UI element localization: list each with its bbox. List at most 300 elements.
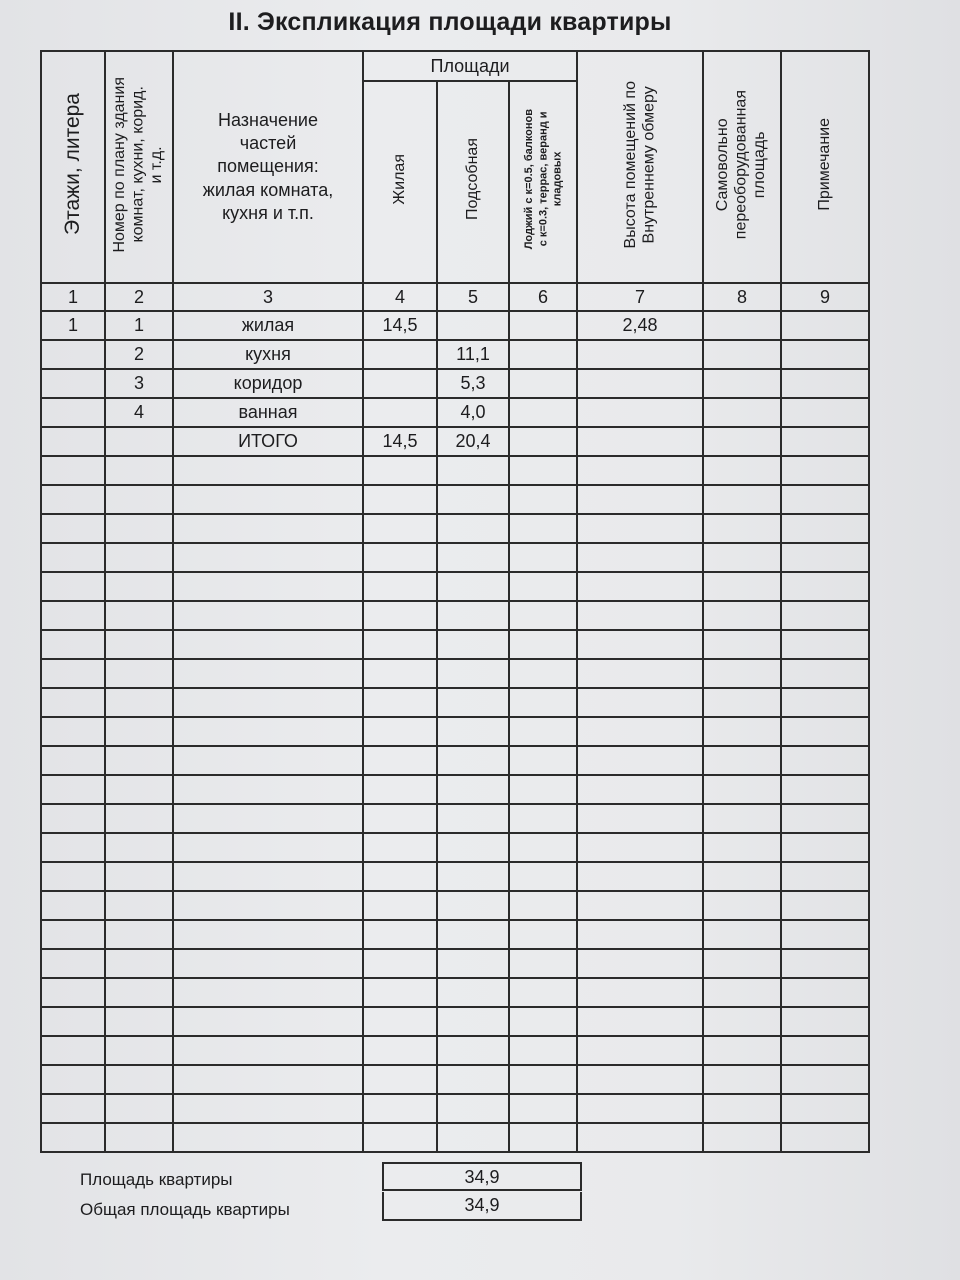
note-cell xyxy=(781,311,869,340)
empty-cell xyxy=(173,949,363,978)
empty-cell xyxy=(437,804,509,833)
empty-cell xyxy=(105,1094,173,1123)
empty-cell xyxy=(437,1007,509,1036)
empty-cell xyxy=(105,891,173,920)
height-cell: 2,48 xyxy=(577,311,703,340)
empty-cell xyxy=(509,543,577,572)
empty-cell xyxy=(41,1065,105,1094)
empty-cell xyxy=(781,862,869,891)
floor-cell xyxy=(41,398,105,427)
total-area-value: 34,9 xyxy=(382,1192,582,1221)
empty-cell xyxy=(173,775,363,804)
empty-cell xyxy=(577,630,703,659)
empty-cell xyxy=(437,775,509,804)
empty-cell xyxy=(173,1094,363,1123)
aux-area-cell xyxy=(437,311,509,340)
empty-cell xyxy=(781,1007,869,1036)
header-areas-group: Площади xyxy=(363,51,577,81)
empty-cell xyxy=(703,978,781,1007)
living-area-cell: 14,5 xyxy=(363,427,437,456)
column-number: 9 xyxy=(781,283,869,311)
empty-cell xyxy=(781,543,869,572)
empty-cell xyxy=(509,1007,577,1036)
empty-cell xyxy=(781,485,869,514)
empty-cell xyxy=(577,978,703,1007)
empty-cell xyxy=(781,833,869,862)
empty-table-row xyxy=(41,688,869,717)
empty-cell xyxy=(173,659,363,688)
header-note: Примечание xyxy=(781,51,869,283)
empty-cell xyxy=(363,804,437,833)
empty-cell xyxy=(41,456,105,485)
empty-cell xyxy=(363,1094,437,1123)
empty-cell xyxy=(577,891,703,920)
empty-cell xyxy=(509,1036,577,1065)
loggia-area-cell xyxy=(509,427,577,456)
empty-table-row xyxy=(41,514,869,543)
empty-cell xyxy=(41,1123,105,1152)
empty-cell xyxy=(577,543,703,572)
empty-cell xyxy=(437,978,509,1007)
empty-cell xyxy=(363,485,437,514)
empty-cell xyxy=(577,485,703,514)
unauthorized-cell xyxy=(703,398,781,427)
empty-cell xyxy=(173,572,363,601)
column-number: 8 xyxy=(703,283,781,311)
empty-cell xyxy=(363,630,437,659)
empty-cell xyxy=(363,456,437,485)
column-number: 3 xyxy=(173,283,363,311)
empty-cell xyxy=(41,543,105,572)
header-living: Жилая xyxy=(363,81,437,283)
header-unauthorized: Самовольно переоборудованная площадь xyxy=(703,51,781,283)
purpose-cell: кухня xyxy=(173,340,363,369)
empty-cell xyxy=(437,746,509,775)
note-cell xyxy=(781,398,869,427)
empty-cell xyxy=(509,804,577,833)
aux-area-cell: 20,4 xyxy=(437,427,509,456)
purpose-cell: ванная xyxy=(173,398,363,427)
empty-cell xyxy=(363,688,437,717)
empty-cell xyxy=(703,862,781,891)
empty-cell xyxy=(105,485,173,514)
column-number: 1 xyxy=(41,283,105,311)
empty-cell xyxy=(173,456,363,485)
document-title: II. Экспликация площади квартиры xyxy=(228,8,672,36)
empty-cell xyxy=(437,920,509,949)
empty-cell xyxy=(105,1065,173,1094)
total-area-label: Общая площадь квартиры xyxy=(80,1200,290,1219)
empty-cell xyxy=(703,804,781,833)
empty-cell xyxy=(577,601,703,630)
empty-cell xyxy=(703,949,781,978)
living-area-cell xyxy=(363,398,437,427)
empty-cell xyxy=(703,775,781,804)
note-cell xyxy=(781,340,869,369)
empty-cell xyxy=(781,746,869,775)
empty-table-row xyxy=(41,775,869,804)
empty-cell xyxy=(105,804,173,833)
empty-cell xyxy=(105,862,173,891)
empty-cell xyxy=(509,1065,577,1094)
empty-cell xyxy=(577,862,703,891)
empty-cell xyxy=(105,659,173,688)
living-area-cell xyxy=(363,369,437,398)
empty-cell xyxy=(41,833,105,862)
empty-table-row xyxy=(41,1036,869,1065)
apartment-area-label: Площадь квартиры xyxy=(80,1170,233,1189)
total-area-line xyxy=(80,1192,600,1222)
empty-cell xyxy=(105,833,173,862)
empty-cell xyxy=(577,804,703,833)
empty-cell xyxy=(173,978,363,1007)
empty-cell xyxy=(577,572,703,601)
height-cell xyxy=(577,398,703,427)
empty-cell xyxy=(577,456,703,485)
note-cell xyxy=(781,369,869,398)
empty-cell xyxy=(363,891,437,920)
empty-cell xyxy=(363,1123,437,1152)
empty-cell xyxy=(41,746,105,775)
empty-cell xyxy=(437,833,509,862)
empty-table-row xyxy=(41,833,869,862)
empty-cell xyxy=(509,456,577,485)
empty-cell xyxy=(509,920,577,949)
table-row xyxy=(41,427,869,456)
empty-cell xyxy=(41,1094,105,1123)
empty-cell xyxy=(703,891,781,920)
empty-table-row xyxy=(41,659,869,688)
unauthorized-cell xyxy=(703,369,781,398)
purpose-cell: ИТОГО xyxy=(173,427,363,456)
empty-cell xyxy=(703,1007,781,1036)
empty-cell xyxy=(363,572,437,601)
empty-cell xyxy=(781,1036,869,1065)
empty-cell xyxy=(703,543,781,572)
empty-cell xyxy=(703,456,781,485)
empty-cell xyxy=(173,514,363,543)
empty-table-row xyxy=(41,1094,869,1123)
empty-cell xyxy=(509,688,577,717)
empty-cell xyxy=(437,1094,509,1123)
empty-cell xyxy=(437,1065,509,1094)
empty-cell xyxy=(437,485,509,514)
empty-cell xyxy=(437,572,509,601)
table-row xyxy=(41,340,869,369)
empty-cell xyxy=(781,514,869,543)
empty-cell xyxy=(363,978,437,1007)
empty-table-row xyxy=(41,1007,869,1036)
empty-cell xyxy=(509,978,577,1007)
empty-cell xyxy=(703,920,781,949)
empty-cell xyxy=(577,746,703,775)
empty-cell xyxy=(577,659,703,688)
empty-cell xyxy=(781,630,869,659)
empty-cell xyxy=(41,601,105,630)
empty-cell xyxy=(781,572,869,601)
empty-cell xyxy=(173,688,363,717)
aux-area-cell: 5,3 xyxy=(437,369,509,398)
empty-cell xyxy=(703,659,781,688)
empty-cell xyxy=(703,572,781,601)
empty-cell xyxy=(105,456,173,485)
empty-cell xyxy=(173,630,363,659)
empty-cell xyxy=(437,543,509,572)
header-plan-number-text: Номер по плану здания комнат, кухни, корид. и т.д. xyxy=(111,76,166,253)
empty-cell xyxy=(105,746,173,775)
plan-number-cell: 1 xyxy=(105,311,173,340)
empty-cell xyxy=(173,833,363,862)
empty-cell xyxy=(509,717,577,746)
empty-table-row xyxy=(41,485,869,514)
empty-cell xyxy=(703,514,781,543)
empty-cell xyxy=(363,920,437,949)
empty-cell xyxy=(781,456,869,485)
empty-cell xyxy=(173,717,363,746)
explication-table xyxy=(40,50,870,1153)
empty-cell xyxy=(781,804,869,833)
empty-cell xyxy=(105,1036,173,1065)
empty-cell xyxy=(781,688,869,717)
empty-cell xyxy=(703,630,781,659)
empty-cell xyxy=(105,630,173,659)
empty-cell xyxy=(105,775,173,804)
empty-table-row xyxy=(41,804,869,833)
empty-cell xyxy=(577,775,703,804)
empty-cell xyxy=(703,1036,781,1065)
empty-table-row xyxy=(41,630,869,659)
empty-cell xyxy=(173,746,363,775)
empty-cell xyxy=(577,514,703,543)
empty-cell xyxy=(41,862,105,891)
empty-cell xyxy=(173,804,363,833)
empty-cell xyxy=(781,1123,869,1152)
empty-table-row xyxy=(41,862,869,891)
height-cell xyxy=(577,340,703,369)
purpose-cell: коридор xyxy=(173,369,363,398)
unauthorized-cell xyxy=(703,311,781,340)
empty-cell xyxy=(577,717,703,746)
empty-cell xyxy=(509,1123,577,1152)
empty-cell xyxy=(577,949,703,978)
empty-cell xyxy=(363,1036,437,1065)
empty-cell xyxy=(363,862,437,891)
empty-cell xyxy=(41,572,105,601)
empty-cell xyxy=(509,862,577,891)
empty-cell xyxy=(781,1065,869,1094)
empty-cell xyxy=(577,1094,703,1123)
empty-cell xyxy=(173,485,363,514)
empty-cell xyxy=(703,601,781,630)
empty-cell xyxy=(105,978,173,1007)
header-height: Высота помещений по Внутреннему обмеру xyxy=(577,51,703,283)
header-purpose: Назначение частей помещения: жилая комната, кухня и т.п. xyxy=(173,51,363,283)
plan-number-cell xyxy=(105,427,173,456)
empty-cell xyxy=(781,891,869,920)
empty-table-row xyxy=(41,717,869,746)
aux-area-cell: 11,1 xyxy=(437,340,509,369)
empty-cell xyxy=(173,1123,363,1152)
empty-cell xyxy=(577,833,703,862)
empty-cell xyxy=(577,1123,703,1152)
loggia-area-cell xyxy=(509,398,577,427)
empty-cell xyxy=(703,485,781,514)
table-row xyxy=(41,398,869,427)
empty-cell xyxy=(703,746,781,775)
empty-cell xyxy=(509,630,577,659)
empty-cell xyxy=(437,601,509,630)
empty-cell xyxy=(173,601,363,630)
empty-table-row xyxy=(41,949,869,978)
plan-number-cell: 4 xyxy=(105,398,173,427)
floor-cell: 1 xyxy=(41,311,105,340)
apartment-area-line xyxy=(80,1162,600,1192)
empty-cell xyxy=(41,775,105,804)
empty-cell xyxy=(437,514,509,543)
column-number: 6 xyxy=(509,283,577,311)
empty-cell xyxy=(437,1036,509,1065)
empty-cell xyxy=(781,775,869,804)
loggia-area-cell xyxy=(509,340,577,369)
empty-cell xyxy=(105,1123,173,1152)
empty-cell xyxy=(509,572,577,601)
column-number: 7 xyxy=(577,283,703,311)
empty-cell xyxy=(173,1007,363,1036)
column-number: 4 xyxy=(363,283,437,311)
empty-cell xyxy=(41,688,105,717)
empty-cell xyxy=(509,601,577,630)
empty-cell xyxy=(363,601,437,630)
empty-cell xyxy=(703,1123,781,1152)
empty-cell xyxy=(173,862,363,891)
empty-cell xyxy=(781,601,869,630)
empty-cell xyxy=(41,949,105,978)
empty-cell xyxy=(509,833,577,862)
empty-cell xyxy=(363,949,437,978)
unauthorized-cell xyxy=(703,427,781,456)
empty-cell xyxy=(41,659,105,688)
header-auxiliary: Подсобная xyxy=(437,81,509,283)
empty-cell xyxy=(437,1123,509,1152)
empty-cell xyxy=(509,949,577,978)
column-number-row xyxy=(41,283,869,311)
plan-number-cell: 3 xyxy=(105,369,173,398)
empty-cell xyxy=(509,891,577,920)
living-area-cell: 14,5 xyxy=(363,311,437,340)
empty-cell xyxy=(577,1065,703,1094)
empty-cell xyxy=(105,572,173,601)
header-plan-number xyxy=(105,51,173,283)
empty-cell xyxy=(105,514,173,543)
living-area-cell xyxy=(363,340,437,369)
empty-cell xyxy=(363,659,437,688)
empty-cell xyxy=(173,1036,363,1065)
aux-area-cell: 4,0 xyxy=(437,398,509,427)
empty-cell xyxy=(363,543,437,572)
empty-table-row xyxy=(41,543,869,572)
empty-cell xyxy=(437,717,509,746)
empty-cell xyxy=(41,920,105,949)
empty-cell xyxy=(577,1007,703,1036)
header-floors: Этажи, литера xyxy=(41,51,105,283)
empty-cell xyxy=(363,1065,437,1094)
empty-cell xyxy=(781,978,869,1007)
empty-cell xyxy=(41,978,105,1007)
empty-cell xyxy=(363,775,437,804)
height-cell xyxy=(577,427,703,456)
empty-cell xyxy=(363,717,437,746)
floor-cell xyxy=(41,340,105,369)
empty-cell xyxy=(703,833,781,862)
empty-cell xyxy=(781,1094,869,1123)
empty-cell xyxy=(173,543,363,572)
floor-cell xyxy=(41,369,105,398)
empty-cell xyxy=(577,1036,703,1065)
empty-cell xyxy=(577,688,703,717)
empty-table-row xyxy=(41,1123,869,1152)
empty-cell xyxy=(509,775,577,804)
table-row xyxy=(41,311,869,340)
empty-cell xyxy=(703,717,781,746)
empty-cell xyxy=(105,688,173,717)
empty-cell xyxy=(509,485,577,514)
empty-cell xyxy=(173,1065,363,1094)
empty-cell xyxy=(41,1007,105,1036)
empty-cell xyxy=(509,746,577,775)
empty-cell xyxy=(703,688,781,717)
column-number: 5 xyxy=(437,283,509,311)
table-row xyxy=(41,369,869,398)
empty-cell xyxy=(437,891,509,920)
loggia-area-cell xyxy=(509,311,577,340)
empty-cell xyxy=(363,514,437,543)
header-loggias: Лоджий с к=0.5, балконов с к=0.3, террас, веранд и кладовых xyxy=(509,81,577,283)
empty-table-row xyxy=(41,978,869,1007)
empty-cell xyxy=(437,456,509,485)
empty-cell xyxy=(781,659,869,688)
loggia-area-cell xyxy=(509,369,577,398)
empty-cell xyxy=(703,1094,781,1123)
empty-cell xyxy=(105,717,173,746)
empty-cell xyxy=(41,1036,105,1065)
empty-cell xyxy=(41,804,105,833)
empty-cell xyxy=(577,920,703,949)
empty-cell xyxy=(437,862,509,891)
empty-cell xyxy=(41,717,105,746)
height-cell xyxy=(577,369,703,398)
empty-table-row xyxy=(41,601,869,630)
empty-cell xyxy=(437,688,509,717)
unauthorized-cell xyxy=(703,340,781,369)
empty-table-row xyxy=(41,891,869,920)
note-cell xyxy=(781,427,869,456)
empty-cell xyxy=(105,543,173,572)
empty-cell xyxy=(105,920,173,949)
empty-cell xyxy=(41,485,105,514)
empty-cell xyxy=(363,1007,437,1036)
empty-cell xyxy=(41,630,105,659)
empty-table-row xyxy=(41,920,869,949)
area-summary xyxy=(80,1162,600,1222)
empty-cell xyxy=(41,891,105,920)
plan-number-cell: 2 xyxy=(105,340,173,369)
empty-cell xyxy=(437,659,509,688)
empty-cell xyxy=(363,833,437,862)
empty-cell xyxy=(105,601,173,630)
empty-cell xyxy=(173,891,363,920)
empty-table-row xyxy=(41,746,869,775)
purpose-cell: жилая xyxy=(173,311,363,340)
